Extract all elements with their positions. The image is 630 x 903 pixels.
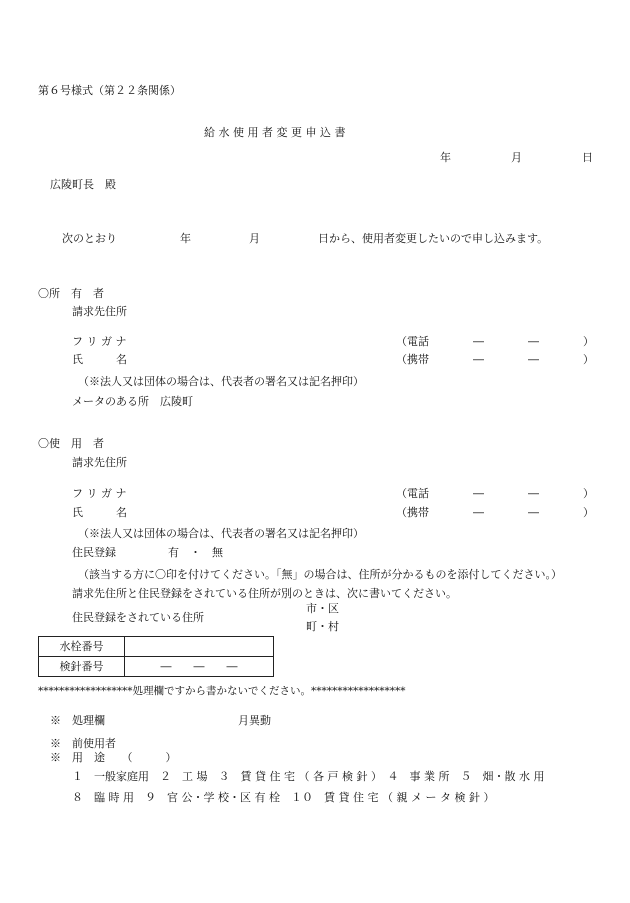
owner-corp-note: （※法人又は団体の場合は、代表者の署名又は記名押印） — [78, 375, 364, 388]
registered-address-label: 住民登録をされている住所 — [72, 611, 204, 624]
intro-month: 月 — [249, 232, 260, 245]
user-phone-field: （電話 ― ― ） — [396, 487, 594, 500]
date-day-label: 日 — [582, 151, 593, 164]
table-row — [39, 637, 274, 657]
previous-user-label: ※ 前使用者 — [50, 737, 116, 750]
page-title: 給 水 使 用 者 変 更 申 込 書 — [204, 126, 346, 139]
resident-note: （該当する方に〇印を付けてください。「無」の場合は、住所が分かるものを添付してください。） — [78, 568, 562, 581]
intro-year: 年 — [180, 232, 191, 245]
faucet-number-label: 水栓番号 — [39, 637, 125, 657]
town-village-label: 町・村 — [306, 620, 339, 633]
faucet-number-value — [125, 637, 274, 657]
user-heading: 〇使 用 者 — [38, 437, 104, 450]
meter-location: メータのある所 広陵町 — [72, 395, 193, 408]
resident-registration-label: 住民登録 — [72, 546, 116, 559]
user-furigana-label: フ リ ガ ナ — [72, 487, 127, 500]
processing-label: ※ 処理欄 — [50, 714, 105, 727]
meter-reading-number-value: ― ― ― — [125, 657, 274, 677]
office-use-divider: ******************処理欄ですから書かないでください。****************** — [38, 685, 406, 697]
usage-options-line-2: ８ 臨 時 用 ９ 官 公・学 校・区 有 栓 １０ 賃 貸 住 宅 （ 親 メ ー タ 検 針 ） — [72, 791, 495, 804]
intro-suffix: 日から、使用者変更したいので申し込みます。 — [318, 232, 549, 245]
user-billing-address-label: 請求先住所 — [72, 456, 127, 469]
owner-mobile-field: （携帯 ― ― ） — [396, 353, 594, 366]
form-number: 第６号様式（第２２条関係） — [38, 84, 181, 97]
date-year-label: 年 — [440, 151, 451, 164]
usage-options-line-1: １ 一般家庭用 ２ 工 場 ３ 賃 貸 住 宅 （ 各 戸 検 針 ） ４ 事 業 所 ５ 畑・散 水 用 — [72, 770, 545, 783]
table-row — [39, 657, 274, 677]
usage-label: ※ 用 途 （ ） — [50, 751, 177, 764]
meter-reading-number-label: 検針番号 — [39, 657, 125, 677]
date-month-label: 月 — [511, 151, 522, 164]
month-change-label: 月異動 — [238, 714, 271, 727]
city-ward-label: 市・区 — [306, 602, 339, 615]
owner-name-label: 氏 名 — [72, 353, 127, 366]
addressee: 広陵町長 殿 — [50, 178, 116, 191]
different-address-note: 請求先住所と住民登録をされている住所が別のときは、次に書いてください。 — [72, 587, 457, 600]
user-corp-note: （※法人又は団体の場合は、代表者の署名又は記名押印） — [78, 527, 364, 540]
owner-phone-field: （電話 ― ― ） — [396, 335, 594, 348]
owner-heading: 〇所 有 者 — [38, 287, 104, 300]
resident-registration-options: 有 ・ 無 — [168, 546, 223, 559]
owner-billing-address-label: 請求先住所 — [72, 305, 127, 318]
meter-numbers-table — [38, 636, 274, 677]
intro-prefix: 次のとおり — [62, 232, 117, 245]
owner-furigana-label: フ リ ガ ナ — [72, 335, 127, 348]
user-name-label: 氏 名 — [72, 506, 127, 519]
user-mobile-field: （携帯 ― ― ） — [396, 506, 594, 519]
